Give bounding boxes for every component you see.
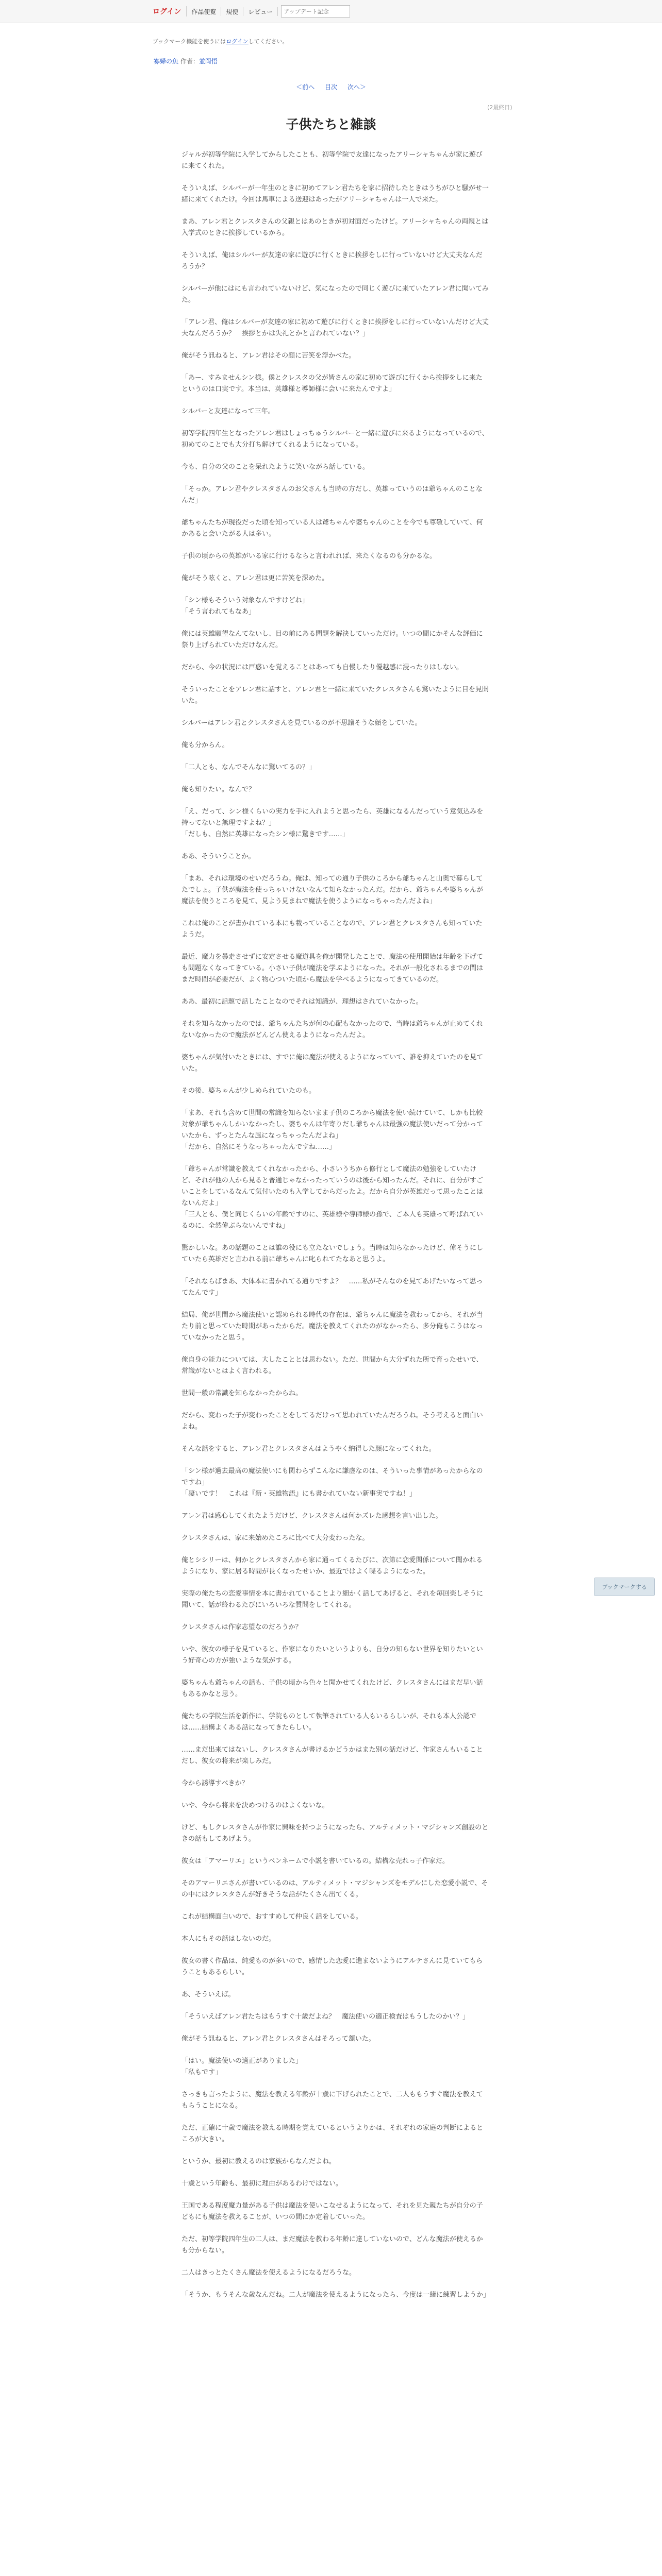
- publish-date: (2最終日): [487, 104, 512, 111]
- paragraph: ただ、初等学院四年生の二人は、まだ魔法を教わる年齢に達していないので、どんな魔法が使えるかも分からない。: [181, 2235, 483, 2255]
- paragraph: 「シン様が過去最高の魔法使いにも関わらずこんなに謙虚なのは、そういった事情があったからなのですね」 「凄いです！ これは『新・英雄物語』にも書かれていない新事実ですね！」: [181, 1467, 483, 1498]
- bookmark-notice: [153, 37, 288, 45]
- top-nav-inner: [147, 0, 350, 23]
- paragraph: 俺自身の能力については、大したこととは思わない。ただ、世間から大分ずれた所で育ったせいで、常識がないとはよく言われる。: [181, 1356, 483, 1375]
- paragraph: シルバーと友達になって三年。: [181, 408, 275, 415]
- paragraph: そんな話をすると、アレン君とクレスタさんはようやく納得した顔になってくれた。: [181, 1445, 436, 1453]
- paragraph: いや、今から将来を決めつけるのはよくないな。: [181, 1802, 329, 1809]
- paragraph: 「そっか。アレン君やクレスタさんのお父さんも当時の方だし、英雄っていうのは爺ちゃんのことなんだ」: [181, 485, 483, 504]
- paragraph: 「え、だって、シン様くらいの実力を手に入れようと思ったら、英雄になるんだっていう意気込みを持ってないと無理ですよね？」 「だしも、自然に英雄になったシン様に驚きです……」: [181, 808, 484, 838]
- paragraph: 「二人とも、なんでそんなに驚いてるの？」: [181, 764, 316, 771]
- paragraph: 今も、自分の父のことを呆れたように笑いながら話している。: [181, 463, 370, 471]
- episode-body: [181, 149, 489, 2301]
- notice-text: ブックマーク機能を使うには: [153, 38, 226, 45]
- paragraph: 初等学院四年生となったアレン君はしょっちゅうシルバーと一緒に遊びに来るようになっているので、初めてのことでも大分打ち解けてくれるようになっている。: [181, 430, 489, 449]
- paragraph: ただ、正確に十歳で魔法を教える時期を覚えているというよりかは、それぞれの家庭の判断によるところが大きい。: [181, 2124, 484, 2143]
- paragraph: 王国である程度魔力量がある子供は魔法を使いこなせるようになって、それを見た親たちが自分の子どもにも魔法を教えることが、いつの間にか定着していった。: [181, 2202, 483, 2221]
- search-input[interactable]: [281, 5, 350, 18]
- paragraph: そういったことをアレン君に話すと、アレン君と一緒に来ていたクレスタさんも驚いたように目を見開いた。: [181, 686, 489, 705]
- paragraph: 俺たちの学院生活を新作に、学院ものとして執筆されている人もいるらしいが、それも本人公認では……結構よくある話になってきたらしい。: [181, 1713, 477, 1732]
- paragraph: 「そうか、もうそんな歳なんだね。二人が魔法を使えるようになったら、今度は一緒に練習しようか」: [181, 2291, 490, 2299]
- paragraph: 「そういえばアレン君たちはもうすぐ十歳だよね？ 魔法使いの適正検査はもうしたのかい？」: [181, 2013, 470, 2021]
- paragraph: 俺とシシリーは、何かとクレスタさんから家に通ってくるたびに、次第に恋愛関係について聞かれるようになり、家に居る時間が長くなったせいか、最近ではよく喋るようになった。: [181, 1556, 483, 1575]
- paragraph: 二人はきっとたくさん魔法を使えるようになるだろうな。: [181, 2269, 356, 2277]
- paragraph: 「はい。魔法使いの適正がありました」 「私もです」: [181, 2057, 303, 2076]
- notice-login-link[interactable]: ログイン: [226, 38, 249, 45]
- paragraph: ああ、そういうことか。: [181, 853, 255, 860]
- paragraph: さっきも言ったように、魔法を教える年齢が十歳に下げられたことで、二人ももうすぐ魔法を教えてもらうことになる。: [181, 2091, 483, 2110]
- paragraph: 結局、俺が世間から魔法使いと認められる時代の存在は、爺ちゃんに魔法を教わってから、それが当たり前と思っていた時期があったからだ。魔法を教えてくれたのがなかったら、多分俺もこうはなっていなかったと思う。: [181, 1311, 483, 1342]
- paragraph: 俺も知りたい。なんで？: [181, 786, 256, 793]
- paragraph: まあ、アレン君とクレスタさんの父親とはあのときが初対面だったけど。アリーシャちゃんの両親とは入学式のときに挨拶しているから。: [181, 218, 489, 237]
- paragraph: そういえば、シルバーが一年生のときに初めてアレン君たちを家に招待したときはうちがひと騒がせ一緒に来てくれたけ。今回は馬車による送迎はあったがアリーシャちゃんは一人で来た。: [181, 184, 489, 204]
- paragraph: 驚かしいな。あの話題のことは誰の役にも立たないでしょう。当時は知らなかったけど、偉そうにしていたら英雄だと言われる前に爺ちゃんに叱られてたなあと思うよ。: [181, 1244, 484, 1263]
- paragraph: 俺には英雄願望なんてないし、目の前にある問題を解決していっただけ。いつの間にかそんな評価に祭り上げられていただけなんだ。: [181, 630, 483, 649]
- paragraph: 俺がそう訊ねると、アレン君とクレスタさんはそろって頷いた。: [181, 2035, 375, 2043]
- paragraph: だから、今の状況には戸惑いを覚えることはあっても自慢したり優越感に浸ったりはしない。: [181, 664, 463, 671]
- paragraph: クレスタさんは、家に来始めたころに比べて大分変わったな。: [181, 1534, 369, 1542]
- paragraph: ……まだ出来てはないし、クレスタさんが書けるかどうかはまた別の話だけど、作家さんもいることだし、彼女の将来が楽しみだ。: [181, 1746, 483, 1765]
- paragraph: 俺がそう呟くと、アレン君は更に苦笑を深めた。: [181, 574, 329, 582]
- paragraph: 婆ちゃんが気付いたときには、すでに俺は魔法が使えるようになっていて、誰を抑えていたのを見ていた。: [181, 1054, 484, 1073]
- bookmark-button[interactable]: ブックマークする: [594, 1578, 655, 1596]
- paragraph: それを知らなかったのでは、爺ちゃんたちが何の心配もなかったので、当時は爺ちゃんが止めてくれないなかったので魔法がどんどん使えるようになったんだよ。: [181, 1020, 483, 1039]
- paragraph: シルバーはアレン君とクレスタさんを見ているのが不思議そうな顔をしていた。: [181, 719, 422, 727]
- paragraph: ジャルが初等学院に入学してからしたことも、初等学院で友達になったアリーシャちゃんが家に遊びに来てくれた。: [181, 151, 483, 170]
- paragraph: 「あー、すみませんシン様。僕とクレスタの父が皆さんの家に初めて遊びに行くから挨拶をしに来たというのは口実です。本当は、英雄様と導師様に会いに来たんですよ」: [181, 374, 483, 393]
- paragraph: 「爺ちゃんが常識を教えてくれなかったから、小さいうちから修行として魔法の勉強をしていたけど、それが他の人から見ると普通じゃなかったっていうのは後から知ったんだ。それに、自分がすごいことをしているなんて気付いたのも入学してからだったよ。だから自分が英雄だって思ったことはないんだよ」 「三人とも、僕と同じくらいの年齢ですのに、英雄様や導師様の孫で、ご本人も英雄って呼ばれているのに、全然偉ぶらないんですね」: [181, 1165, 484, 1230]
- next-episode-link[interactable]: 次へ＞: [347, 83, 366, 91]
- nav-link-review[interactable]: レビュー: [243, 7, 278, 16]
- paragraph: けど、もしクレスタさんが作家に興味を持つようになったら、アルティメット・マジシャンズ創設のときの話もしてあげよう。: [181, 1824, 489, 1843]
- episode-title: 子供たちと雑談: [286, 117, 376, 132]
- paragraph: アレン君は感心してくれたようだけど、クレスタさんは何かズレた感想を言い出した。: [181, 1512, 442, 1520]
- paragraph: 「シン様もそういう対象なんですけどね」 「そう言われてもなあ」: [181, 597, 309, 616]
- paragraph: 彼女の書く作品は、純愛ものが多いので、感情した恋愛に進まないようにアルテさんに見ていてもらうこともあるらしい。: [181, 1957, 483, 1976]
- paragraph: 爺ちゃんたちが現役だった頃を知っている人は爺ちゃんや婆ちゃんのことを今でも尊敬していて、何かあると会いたがる人は多い。: [181, 519, 483, 538]
- paragraph: 世間一般の常識を知らなかったからね。: [181, 1389, 303, 1397]
- paragraph: 十歳という年齢も、最初に理由があるわけではない。: [181, 2180, 343, 2188]
- paragraph: 「まあ、それも含めて世間の常識を知らないまま子供のころから魔法を使い続けていて、しかも比較対象が爺ちゃんしかいなかったし、婆ちゃんは年寄りだし爺ちゃんは最強の魔法使いだって分かっていたから、ずっとたんな風になっちゃったんだよね」 「だから、自然にそうなっちゃったんですね……」: [181, 1109, 484, 1151]
- login-button[interactable]: ログイン: [147, 6, 187, 16]
- paragraph: その後、婆ちゃんが少しめられていたのも。: [181, 1087, 316, 1095]
- paragraph: クレスタさんは作家志望なのだろうか？: [181, 1623, 302, 1631]
- paragraph: というか、最初に教えるのは家族からなんだよね。: [181, 2158, 336, 2165]
- prev-episode-link[interactable]: ＜前へ: [296, 83, 315, 91]
- paragraph: 子供の頃からの英雄がいる家に行けるならと言われれば、来たくなるのも分かるな。: [181, 552, 437, 560]
- paragraph: 俺がそう訊ねると、アレン君はその顔に苦笑を浮かべた。: [181, 352, 356, 360]
- index-link[interactable]: 目次: [324, 83, 337, 91]
- paragraph: 「それならばまあ、大体本に書かれてる通りですよ？ ……私がそんなのを見てあげたいなって思ってたんです」: [181, 1278, 483, 1297]
- author-label: 作者：: [180, 58, 199, 65]
- paragraph: 彼女は「アマーリエ」というペンネームで小説を書いているの。結構な売れっ子作家だ。: [181, 1857, 449, 1865]
- paragraph: 俺も分からん。: [181, 741, 229, 749]
- work-title-link[interactable]: 寡婦の魚: [154, 58, 179, 65]
- nav-link-rules[interactable]: 規便: [221, 7, 243, 16]
- paragraph: 実際の俺たちの恋愛事情を本に書かれていることより細かく話してあげると、それを毎回楽しそうに聞いて、話が終わるたびにいろいろな質問をしてくれる。: [181, 1590, 484, 1609]
- paragraph: 本人にもその話はしないのだ。: [181, 1935, 276, 1943]
- paragraph: ああ、最初に話題で話したことなのでそれは知識が、理想はされていなかった。: [181, 998, 423, 1006]
- paragraph: 「まあ、それは環境のせいだろうね。俺は、知っての通り子供のころから爺ちゃんと山奥で暮らしてたでしょ。子供が魔法を使っちゃいけないなんて知らなかったんだ。だから、爺ちゃんや婆ちゃんが魔法を使うところを見て、見よう見まねで魔法を使うようになっちゃったんだよね」: [181, 875, 484, 905]
- work-info: [154, 57, 218, 65]
- paragraph: 「アレン君、俺はシルバーが友達の家に初めて遊びに行くときに挨拶をしに行っていないんだけど大丈夫なんだろうか？ 挨拶とかは失礼とかと言われていない？」: [181, 318, 489, 337]
- notice-suffix: してください。: [248, 38, 288, 45]
- paragraph: これが結構面白いので、おすすめして仲良く話をしている。: [181, 1913, 362, 1921]
- paragraph: これは俺のことが書かれている本にも載っていることなので、アレン君とクレスタさんも知っていたようだ。: [181, 920, 483, 939]
- nav-link-works[interactable]: 作品便覧: [187, 7, 221, 16]
- paragraph: だから、変わった子が変わったことをしてるだけって思われていたんだろうね。そう考えると面白いよね。: [181, 1412, 483, 1431]
- paragraph: 最近、魔力を暴走させずに安定させる魔道具を俺が開発したことで、魔法の使用開始は年齢を下げても問題なくなってきている。小さい子供が魔法を学ぶようになった。それが一般化されるまでの間はまだ時間が必要だが、よく物心ついた頃から魔法を学べるようになってきているのだ。: [181, 953, 484, 984]
- paragraph: 今から誘導すべきか？: [181, 1780, 249, 1787]
- paragraph: シルバーが他にはにも言われていないけど、気になったので同じく遊びに来ていたアレン君に聞いてみた。: [181, 285, 489, 304]
- author-link[interactable]: 並岡悟: [198, 58, 218, 65]
- paragraph: 婆ちゃんも爺ちゃんの話も、子供の頃から色々と聞かせてくれたけど、クレスタさんにはまだ早い話もあるかなと思う。: [181, 1679, 483, 1698]
- top-nav-bar: [0, 0, 662, 23]
- paragraph: いや、彼女の様子を見ていると、作家になりたいというよりも、自分の知らない世界を知りたいという好奇心の方が強いような気がする。: [181, 1646, 483, 1665]
- paragraph: あ、そういえば。: [181, 1991, 235, 1998]
- episode-nav: [0, 82, 662, 91]
- paragraph: そういえば、俺はシルバーが友達の家に遊びに行くときに挨拶をしに行っていないけど大丈夫なんだろうか？: [181, 251, 483, 270]
- paragraph: そのアマーリエさんが書いているのは、アルティメット・マジシャンズをモデルにした恋愛小説で、その中にはクレスタさんが好きそうな話がたくさん出てくる。: [181, 1879, 488, 1899]
